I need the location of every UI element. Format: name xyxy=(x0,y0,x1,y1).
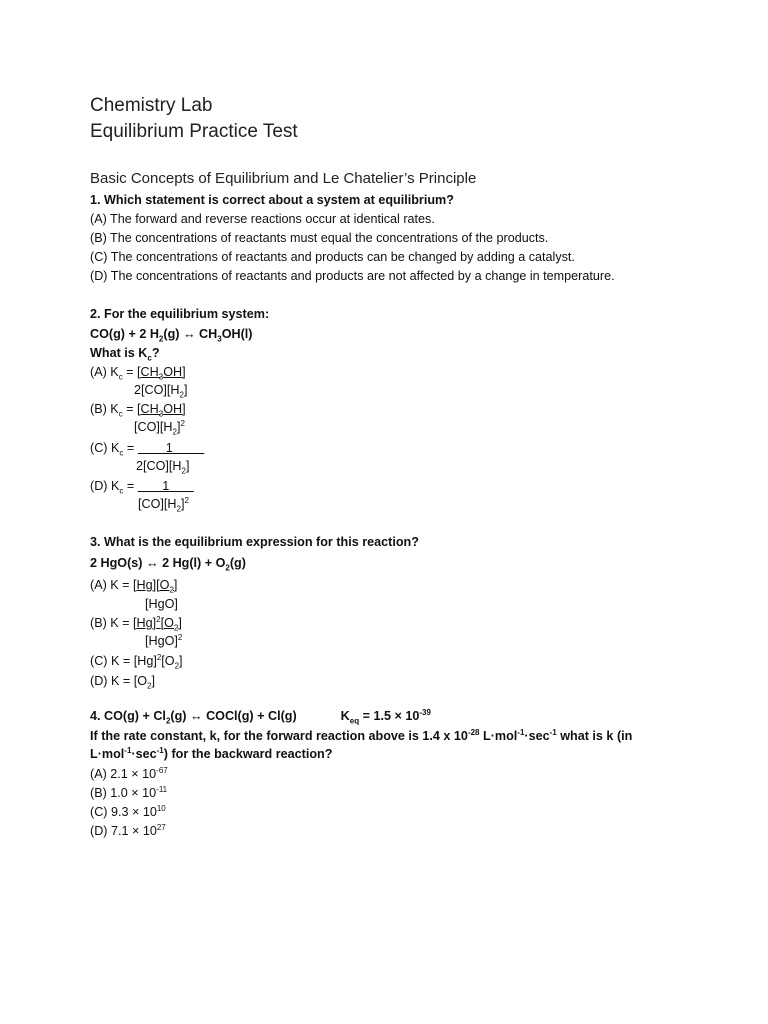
q1-prompt: 1. Which statement is correct about a system at equilibrium? xyxy=(90,193,454,207)
q3-equation: 2 HgO(s) ↔ 2 $Hg(l) + O_2(g)$ xyxy=(90,556,246,573)
q4-option-c: (C) $9.3 \times 10^{10}$ xyxy=(90,803,166,819)
q2-option-a: (A) $K_c = [CH_3OH]$ xyxy=(90,365,186,382)
q2-option-d: (D) $K_c$ = 1 xyxy=(90,479,194,496)
document-title-course: Chemistry Lab xyxy=(90,95,213,116)
q3-option-d: (D) $K = [O_2]$ xyxy=(90,674,155,691)
q2-equation: CO(g) + 2 $H_2(g)$ ↔ $CH_3OH(l)$ xyxy=(90,327,253,344)
q2-option-b-denominator: $[CO][H_2]^2$ xyxy=(134,418,185,437)
q2-option-c: (C) $K_c$ = 1 xyxy=(90,441,205,458)
document-title-test: Equilibrium Practice Test xyxy=(90,121,298,142)
q3-option-a: (A) $K = [Hg][O_2]$ xyxy=(90,578,178,595)
q3-option-b: (B) $K = [Hg]^2[O_2]$ xyxy=(90,614,182,633)
section-heading: Basic Concepts of Equilibrium and Le Chatelier’s Principle xyxy=(90,170,477,187)
q1-option-d: (D) The concentrations of reactants and products are not affected by a change in temperature. xyxy=(90,269,615,283)
q2-option-a-denominator: $2[CO][H_2]$ xyxy=(134,383,188,400)
q4-option-a: (A) $2.1 \times 10^{-67}$ xyxy=(90,765,168,781)
q2-question: What is $K_c$? xyxy=(90,346,160,363)
q4-prompt-line1: If the rate constant, k, for the forward reaction above is 1.4 x $10^{-28}$ $L\cdot mol^{-1}\cdot\sec^{-1}$ what is k (in xyxy=(90,727,633,743)
q2-option-b: (B) $K_c = [CH_3OH]$ xyxy=(90,402,186,419)
q3-prompt: 3. What is the equilibrium expression for this reaction? xyxy=(90,535,419,549)
q2-prompt: 2. For the equilibrium system: xyxy=(90,307,270,321)
q3-option-a-denominator: [HgO] xyxy=(145,597,178,611)
q1-option-a: (A) The forward and reverse reactions occur at identical rates. xyxy=(90,212,435,226)
q3-option-b-denominator: [HgO]$^2$ xyxy=(145,632,183,648)
q2-option-c-denominator: $2[CO][H_2]$ xyxy=(136,459,190,476)
q4-option-b: (B) $1.0 \times 10^{-11}$ xyxy=(90,784,168,800)
q1-option-b: (B) The concentrations of reactants must equal the concentrations of the products. xyxy=(90,231,549,245)
q4-prompt-line2: $L\cdot mol^{-1}\cdot\sec^{-1}$) for the backward reaction? xyxy=(90,745,333,761)
q4-equation: 4. $CO(g) + Cl_2(g)$ ↔ COCl(g) + Cl(g) $K_{eq} = 1.5 \times 10^{-39}$ xyxy=(90,707,431,726)
q3-option-c: (C) $K = [Hg]^2[O_2]$ xyxy=(90,652,183,671)
q4-option-d: (D) $7.1 \times 10^{27}$ xyxy=(90,822,166,838)
q1-option-c: (C) The concentrations of reactants and products can be changed by adding a catalyst. xyxy=(90,250,575,264)
q2-option-d-denominator: $[CO][H_2]^2$ xyxy=(138,495,189,514)
